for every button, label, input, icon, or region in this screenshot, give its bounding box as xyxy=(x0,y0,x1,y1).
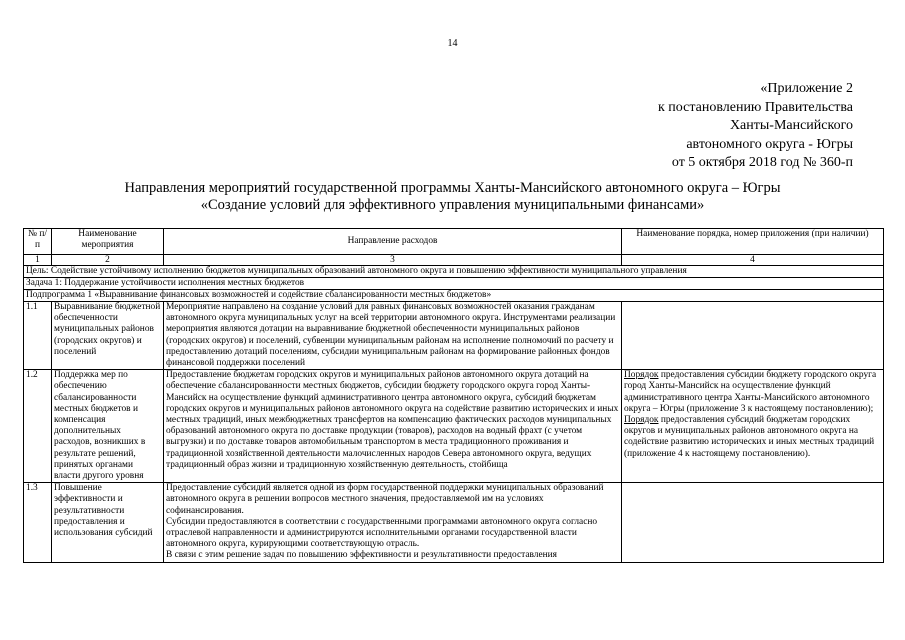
appendix-block xyxy=(658,80,853,173)
measure-name: Повышение эффективности и результативности предоставления и использования субсидий xyxy=(52,483,164,562)
row-number: 1.3 xyxy=(24,483,52,562)
task-row xyxy=(24,278,884,290)
appendix-line: от 5 октября 2018 год № 360-п xyxy=(671,155,853,170)
table-row xyxy=(24,483,884,562)
table-row xyxy=(24,302,884,370)
header-direction: Направление расходов xyxy=(164,229,622,255)
direction-paragraph: В связи с этим решение задач по повышению эффективности и результативности предоставления xyxy=(166,550,557,561)
table-header-row xyxy=(24,229,884,255)
measure-name: Поддержка мер по обеспечению сбалансированности местных бюджетов и компенсация дополнительных расходов, возникших в результате решений, принятых органами власти другого уровня xyxy=(52,370,164,483)
measures-table xyxy=(23,228,884,563)
header-procedure: Наименование порядка, номер приложения (при наличии) xyxy=(622,229,884,255)
col-number: 3 xyxy=(164,255,622,266)
task-text: Задача 1: Поддержание устойчивости исполнения местных бюджетов xyxy=(24,278,884,290)
goal-row xyxy=(24,266,884,278)
page-number: 14 xyxy=(447,38,458,49)
col-number: 1 xyxy=(24,255,52,266)
procedure-text: предоставления субсидии бюджету городского округа город Ханты-Мансийск на осуществление функций административного центра Ханты-Мансийского автономного округа – Югры (приложение 3 к настоящему постановлению); xyxy=(624,370,877,414)
appendix-line: к постановлению Правительства xyxy=(657,99,853,115)
procedure-cell xyxy=(622,370,884,483)
appendix-line: автономного округа - Югры xyxy=(686,136,853,152)
procedure-link[interactable]: Порядок xyxy=(624,415,659,426)
row-number: 1.1 xyxy=(24,302,52,370)
expense-direction: Предоставление бюджетам городских округов и муниципальных районов автономного округа дотаций на обеспечение сбалансированности местных бюджетов, субсидии бюджету городского округа город Ханты-Мансийск на осуществление функций административного центра автономного округа, субсидий бюджетам городских округов и муниципальных районов автономного округа на содействие развитию исторических и иных местных традиций, иных межбюджетных трансфертов на компенсацию фактических расходов муниципальных образований автономного округа по доставке продукции (товаров), расходов на водный фрахт (с учетом выгрузки) и по доставке товаров автомобильным транспортом в места традиционного проживания и традиционной хозяйственной деятельности малочисленных народов Севера автономного округа, ведущих традиционный образ жизни и традиционную хозяйственную деятельность, стойбища xyxy=(164,370,622,483)
subprogram-text: Подпрограмма 1 «Выравнивание финансовых возможностей и содействие сбалансированности местных бюджетов» xyxy=(24,290,884,302)
direction-paragraph: Предоставление субсидий является одной из форм государственной поддержки муниципальных образований автономного округа в решении вопросов местного значения, предоставляемой им на условиях софинансирования. xyxy=(166,483,604,516)
col-number: 2 xyxy=(52,255,164,266)
procedure-cell xyxy=(622,302,884,370)
document-title xyxy=(0,180,905,214)
expense-direction: Мероприятие направлено на создание условий для равных финансовых возможностей оказания гражданам автономного округа муниципальных услуг на всей территории автономного округа. Инструментами реализации мероприятия являются дотации на выравнивание бюджетной обеспеченности муниципальных районов (городских округов) и поселений, субвенции муниципальным районам на исполнение полномочий по расчету и предоставлению дотаций поселениям, субсидии муниципальным районам на формирование районных фондов финансовой поддержки поселений xyxy=(164,302,622,370)
col-number: 4 xyxy=(622,255,884,266)
goal-text: Цель: Содействие устойчивому исполнению бюджетов муниципальных образований автономного округа и повышению эффективности муниципального управления xyxy=(24,266,884,278)
table-row xyxy=(24,370,884,483)
subprogram-row xyxy=(24,290,884,302)
row-number: 1.2 xyxy=(24,370,52,483)
appendix-line: «Приложение 2 xyxy=(760,81,853,96)
column-number-row xyxy=(24,255,884,266)
expense-direction xyxy=(164,483,622,562)
appendix-line: Ханты-Мансийского xyxy=(729,118,853,133)
procedure-text: предоставления субсидий бюджетам городских округов и муниципальных районов автономного округа на содействие развитию исторических и иных местных традиций (приложение 4 к настоящему постановлению). xyxy=(624,415,875,459)
procedure-link[interactable]: Порядок xyxy=(624,370,659,381)
title-line: Направления мероприятий государственной программы Ханты-Мансийского автономного округа – Югры xyxy=(124,180,781,196)
direction-paragraph: Субсидии предоставляются в соответствии с государственными программами автономного округа согласно отраслевой направленности и администрируются исполнительными органами государственной власти автономного округа, курирующими соответствующую отрасль. xyxy=(166,516,598,550)
title-line: «Создание условий для эффективного управления муниципальными финансами» xyxy=(200,197,705,213)
header-name: Наименование мероприятия xyxy=(52,229,164,255)
procedure-cell xyxy=(622,483,884,562)
measure-name: Выравнивание бюджетной обеспеченности муниципальных районов (городских округов) и поселений xyxy=(52,302,164,370)
header-num: № п/п xyxy=(24,229,52,255)
